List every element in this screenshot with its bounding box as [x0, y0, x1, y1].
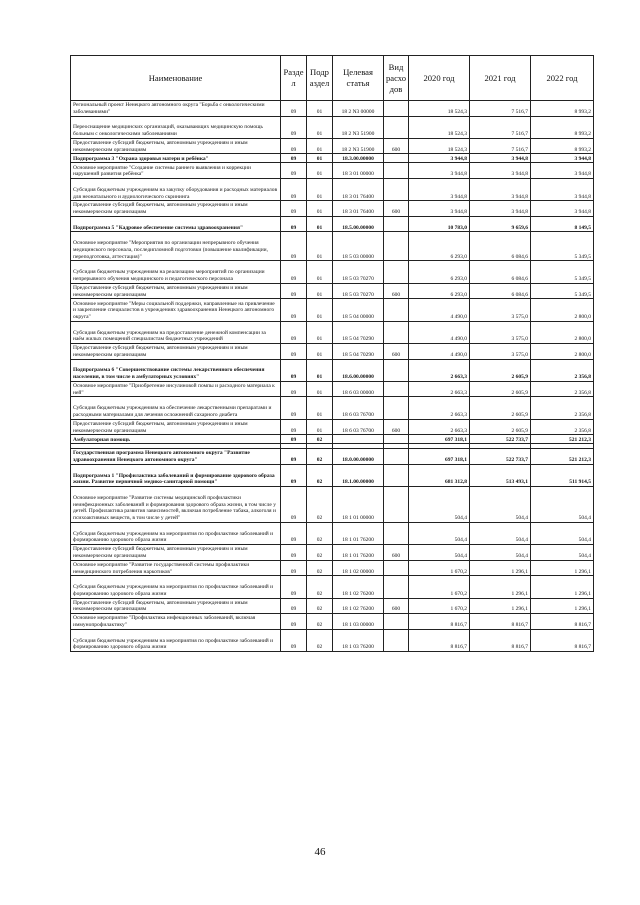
table-row [71, 138, 594, 154]
cell-2022: 511 914,5 [531, 464, 594, 486]
cell-expense-type: 600 [384, 419, 409, 435]
cell-2022: 2 356,8 [531, 359, 594, 381]
cell-2021: 7 516,7 [470, 101, 531, 117]
cell-expense-type: 600 [384, 343, 409, 359]
cell-2020: 2 663,3 [409, 359, 470, 381]
cell-2021: 2 605,9 [470, 359, 531, 381]
header-year-2021: 2021 год [470, 56, 531, 101]
cell-name: Субсидия бюджетным учреждениям на мероприятия по профилактике заболеваний и формированию здорового образа жизни [71, 629, 281, 651]
cell-2021: 3 944,8 [470, 163, 531, 179]
cell-section: 09 [281, 154, 307, 163]
cell-target-article: 18 1 02 76200 [333, 576, 384, 598]
cell-expense-type [384, 629, 409, 651]
cell-section: 09 [281, 343, 307, 359]
cell-2020: 504,4 [409, 545, 470, 561]
cell-2022: 3 944,8 [531, 163, 594, 179]
cell-expense-type [384, 261, 409, 283]
cell-expense-type [384, 464, 409, 486]
cell-section: 09 [281, 397, 307, 419]
cell-2022: 8 993,2 [531, 138, 594, 154]
cell-section: 09 [281, 487, 307, 523]
table-row [71, 101, 594, 117]
cell-section: 09 [281, 598, 307, 614]
cell-2021: 8 816,7 [470, 629, 531, 651]
cell-expense-type [384, 178, 409, 200]
cell-target-article: 18.0.00.00000 [333, 449, 384, 465]
cell-subsection: 01 [307, 138, 333, 154]
cell-name: Основное мероприятие "Создание системы раннего выявления и коррекции нарушений развития ребёнка" [71, 163, 281, 179]
budget-table [70, 55, 594, 652]
cell-target-article: 18 5 04 70290 [333, 321, 384, 343]
cell-2020: 4 490,0 [409, 299, 470, 321]
cell-expense-type [384, 321, 409, 343]
cell-2022: 1 296,1 [531, 560, 594, 576]
cell-section: 09 [281, 299, 307, 321]
header-year-2020: 2020 год [409, 56, 470, 101]
cell-target-article: 18 1 01 76200 [333, 522, 384, 544]
cell-2022: 504,4 [531, 522, 594, 544]
cell-name: Субсидия бюджетным учреждениям на предоставление денежной компенсации за наём жилых помещений специалистам бюджетных учреждений [71, 321, 281, 343]
cell-2020: 6 293,0 [409, 232, 470, 261]
table-row [71, 116, 594, 138]
cell-2021: 6 084,6 [470, 261, 531, 283]
page-number: 46 [314, 846, 326, 858]
cell-subsection: 02 [307, 576, 333, 598]
cell-2022: 2 356,8 [531, 419, 594, 435]
cell-2020: 18 524,3 [409, 138, 470, 154]
cell-name: Предоставление субсидий бюджетным, автономным учреждениям и иным некоммерческим организациям [71, 201, 281, 217]
cell-name: Предоставление субсидий бюджетным, автономным учреждениям и иным некоммерческим организациям [71, 545, 281, 561]
cell-target-article: 18 2 N3 51900 [333, 138, 384, 154]
cell-expense-type [384, 522, 409, 544]
cell-2021: 2 605,9 [470, 419, 531, 435]
cell-2022: 504,4 [531, 487, 594, 523]
cell-name: Основное мероприятие "Развитие системы медицинской профилактики неинфекционных заболеваний и формирования здорового образа жизни, в том числе у детей. Профилактика развития зависимостей, включая потребление табака, алкоголя и психоактивных веществ, в том числе у детей" [71, 487, 281, 523]
table-row [71, 560, 594, 576]
cell-name: Основное мероприятие "Приобретение инсулиновой помпы и расходного материала к ней" [71, 381, 281, 397]
cell-2020: 8 816,7 [409, 614, 470, 630]
cell-2020: 1 670,2 [409, 560, 470, 576]
cell-2021: 3 944,8 [470, 154, 531, 163]
cell-name: Подпрограмма 3 "Охрана здоровья матери и ребёнка" [71, 154, 281, 163]
cell-name: Субсидия бюджетным учреждениям на обеспечение лекарственными препаратами и расходными материалами для лечения осложнений сахарного диабета [71, 397, 281, 419]
table-body [71, 101, 594, 652]
cell-expense-type [384, 435, 409, 444]
cell-target-article: 18 1 01 00000 [333, 487, 384, 523]
cell-target-article: 18 6 03 76700 [333, 397, 384, 419]
cell-2020: 697 318,1 [409, 435, 470, 444]
cell-section: 09 [281, 321, 307, 343]
cell-2021: 2 605,9 [470, 397, 531, 419]
cell-name: Амбулаторная помощь [71, 435, 281, 444]
cell-2022: 5 349,5 [531, 283, 594, 299]
cell-2021: 504,4 [470, 487, 531, 523]
cell-name: Переоснащение медицинских организаций, оказывающих медицинскую помощь больным с онкологическими заболеваниями [71, 116, 281, 138]
cell-subsection: 01 [307, 201, 333, 217]
cell-subsection: 01 [307, 232, 333, 261]
cell-2021: 504,4 [470, 545, 531, 561]
cell-target-article: 18 1 02 76200 [333, 598, 384, 614]
cell-2020: 1 670,2 [409, 576, 470, 598]
cell-2022: 521 212,3 [531, 449, 594, 465]
cell-2022: 8 993,2 [531, 101, 594, 117]
cell-2021: 3 575,0 [470, 321, 531, 343]
cell-expense-type [384, 154, 409, 163]
cell-subsection: 01 [307, 343, 333, 359]
table-row [71, 359, 594, 381]
cell-2021: 7 516,7 [470, 116, 531, 138]
cell-target-article [333, 435, 384, 444]
cell-name: Подпрограмма 6 "Совершенствование системы лекарственного обеспечения населения, в том числе в амбулаторных условиях" [71, 359, 281, 381]
table-row [71, 614, 594, 630]
table-row [71, 381, 594, 397]
cell-section: 09 [281, 261, 307, 283]
cell-name: Субсидия бюджетным учреждениям на мероприятия по профилактике заболеваний и формированию здорового образа жизни [71, 576, 281, 598]
cell-name: Субсидия бюджетным учреждениям на реализацию мероприятий по организации непрерывного обучения медицинского и педагогического персонала [71, 261, 281, 283]
cell-2022: 2 800,0 [531, 299, 594, 321]
cell-subsection: 02 [307, 449, 333, 465]
cell-subsection: 01 [307, 359, 333, 381]
cell-section: 09 [281, 116, 307, 138]
cell-2020: 18 524,3 [409, 116, 470, 138]
table-row [71, 464, 594, 486]
header-section: Разде л [281, 56, 307, 101]
cell-subsection: 01 [307, 419, 333, 435]
cell-section: 09 [281, 545, 307, 561]
cell-2022: 1 296,1 [531, 576, 594, 598]
cell-subsection: 02 [307, 487, 333, 523]
table-row [71, 487, 594, 523]
cell-subsection: 02 [307, 545, 333, 561]
cell-section: 09 [281, 435, 307, 444]
cell-expense-type [384, 487, 409, 523]
table-row [71, 283, 594, 299]
cell-2020: 504,4 [409, 522, 470, 544]
cell-2020: 3 944,8 [409, 201, 470, 217]
cell-2020: 504,4 [409, 487, 470, 523]
table-header-row [71, 56, 594, 101]
cell-target-article: 18.5.00.00000 [333, 216, 384, 232]
header-name: Наименование [71, 56, 281, 101]
cell-2020: 4 490,0 [409, 343, 470, 359]
cell-2022: 3 944,8 [531, 201, 594, 217]
cell-2022: 8 816,7 [531, 614, 594, 630]
table-row [71, 201, 594, 217]
table-row [71, 598, 594, 614]
table-row [71, 321, 594, 343]
cell-target-article: 18.3.00.00000 [333, 154, 384, 163]
cell-subsection: 02 [307, 435, 333, 444]
cell-section: 09 [281, 449, 307, 465]
cell-expense-type [384, 232, 409, 261]
cell-subsection: 02 [307, 522, 333, 544]
cell-section: 09 [281, 614, 307, 630]
cell-2022: 2 356,8 [531, 381, 594, 397]
cell-2021: 1 296,1 [470, 598, 531, 614]
cell-2020: 2 663,3 [409, 381, 470, 397]
cell-2020: 3 944,8 [409, 154, 470, 163]
cell-2021: 2 605,9 [470, 381, 531, 397]
cell-target-article: 18 5 03 00000 [333, 232, 384, 261]
cell-2022: 2 356,8 [531, 397, 594, 419]
cell-expense-type [384, 397, 409, 419]
cell-expense-type: 600 [384, 545, 409, 561]
cell-2022: 5 349,5 [531, 232, 594, 261]
table-row [71, 163, 594, 179]
cell-subsection: 02 [307, 614, 333, 630]
cell-2021: 513 493,1 [470, 464, 531, 486]
cell-expense-type [384, 359, 409, 381]
cell-subsection: 02 [307, 464, 333, 486]
cell-expense-type [384, 116, 409, 138]
cell-name: Субсидия бюджетным учреждениям на мероприятия по профилактике заболеваний и формированию здорового образа жизни [71, 522, 281, 544]
cell-name: Основное мероприятие "Развитие государственной системы профилактики немедицинского потребления наркотиков" [71, 560, 281, 576]
cell-subsection: 01 [307, 178, 333, 200]
cell-2021: 3 575,0 [470, 343, 531, 359]
table-row [71, 576, 594, 598]
cell-2021: 504,4 [470, 522, 531, 544]
table-row [71, 216, 594, 232]
table-row [71, 522, 594, 544]
cell-subsection: 01 [307, 397, 333, 419]
cell-2022: 8 149,5 [531, 216, 594, 232]
cell-2021: 3 944,8 [470, 201, 531, 217]
cell-subsection: 01 [307, 283, 333, 299]
cell-target-article: 18 5 03 70270 [333, 261, 384, 283]
cell-name: Предоставление субсидий бюджетным, автономным учреждениям и иным некоммерческим организациям [71, 138, 281, 154]
cell-2020: 697 318,1 [409, 449, 470, 465]
cell-name: Государственная программа Ненецкого автономного округа "Развитие здравоохранения Ненецкого автономного округа" [71, 449, 281, 465]
cell-subsection: 01 [307, 101, 333, 117]
cell-2020: 3 944,8 [409, 178, 470, 200]
cell-subsection: 01 [307, 261, 333, 283]
cell-2022: 3 944,8 [531, 178, 594, 200]
cell-subsection: 02 [307, 598, 333, 614]
budget-table-sheet [70, 55, 593, 652]
cell-expense-type: 600 [384, 138, 409, 154]
cell-2021: 3 944,8 [470, 178, 531, 200]
cell-section: 09 [281, 464, 307, 486]
cell-target-article: 18.6.00.00000 [333, 359, 384, 381]
cell-section: 09 [281, 178, 307, 200]
cell-subsection: 02 [307, 560, 333, 576]
cell-2022: 3 944,8 [531, 154, 594, 163]
cell-2021: 522 733,7 [470, 449, 531, 465]
table-row [71, 545, 594, 561]
header-subsection: Подр аздел [307, 56, 333, 101]
cell-section: 09 [281, 163, 307, 179]
cell-target-article: 18 1 01 76200 [333, 545, 384, 561]
cell-section: 09 [281, 283, 307, 299]
cell-name: Региональный проект Ненецкого автономного округа "Борьба с онкологическими заболеваниями" [71, 101, 281, 117]
cell-2020: 2 663,3 [409, 397, 470, 419]
table-row [71, 343, 594, 359]
cell-section: 09 [281, 101, 307, 117]
cell-2022: 2 800,0 [531, 343, 594, 359]
cell-subsection: 01 [307, 116, 333, 138]
cell-expense-type [384, 216, 409, 232]
cell-2021: 1 296,1 [470, 560, 531, 576]
cell-section: 09 [281, 522, 307, 544]
cell-2020: 3 944,8 [409, 163, 470, 179]
cell-name: Субсидия бюджетным учреждениям на закупку оборудования и расходных материалов для неонатального и аудиологического скрининга [71, 178, 281, 200]
cell-2020: 18 524,3 [409, 101, 470, 117]
cell-name: Предоставление субсидий бюджетным, автономным учреждениям и иным некоммерческим организациям [71, 343, 281, 359]
cell-2021: 1 296,1 [470, 576, 531, 598]
cell-section: 09 [281, 216, 307, 232]
cell-target-article: 18 5 04 70290 [333, 343, 384, 359]
table-row [71, 261, 594, 283]
cell-target-article: 18 2 N3 51900 [333, 116, 384, 138]
cell-target-article: 18 2 N3 00000 [333, 101, 384, 117]
cell-section: 09 [281, 381, 307, 397]
cell-2020: 10 783,0 [409, 216, 470, 232]
cell-target-article: 18 1 02 00000 [333, 560, 384, 576]
cell-2021: 8 816,7 [470, 614, 531, 630]
table-row [71, 449, 594, 465]
cell-target-article: 18 3 01 00000 [333, 163, 384, 179]
cell-target-article: 18 1 03 00000 [333, 614, 384, 630]
cell-2021: 6 084,6 [470, 283, 531, 299]
cell-2020: 2 663,3 [409, 419, 470, 435]
table-row [71, 629, 594, 651]
cell-name: Предоставление субсидий бюджетным, автономным учреждениям и иным некоммерческим организациям [71, 598, 281, 614]
cell-2021: 522 733,7 [470, 435, 531, 444]
cell-subsection: 02 [307, 629, 333, 651]
cell-2022: 1 296,1 [531, 598, 594, 614]
header-expense-type: Вид расхо дов [384, 56, 409, 101]
table-row [71, 397, 594, 419]
cell-expense-type [384, 449, 409, 465]
cell-target-article: 18 1 03 76200 [333, 629, 384, 651]
cell-section: 09 [281, 560, 307, 576]
cell-2020: 1 670,2 [409, 598, 470, 614]
cell-section: 09 [281, 629, 307, 651]
cell-2022: 8 993,2 [531, 116, 594, 138]
cell-subsection: 01 [307, 299, 333, 321]
cell-expense-type [384, 163, 409, 179]
cell-expense-type [384, 614, 409, 630]
cell-section: 09 [281, 359, 307, 381]
cell-target-article: 18 6 03 00000 [333, 381, 384, 397]
cell-2021: 7 516,7 [470, 138, 531, 154]
table-row [71, 154, 594, 163]
cell-name: Подпрограмма 1 "Профилактика заболеваний и формирование здорового образа жизни. Развитие первичной медико-санитарной помощи" [71, 464, 281, 486]
header-year-2022: 2022 год [531, 56, 594, 101]
cell-name: Основное мероприятие "Меры социальной поддержки, направленные на привлечение и закрепление специалистов в учреждениях здравоохранения Ненецкого автономного округа" [71, 299, 281, 321]
cell-section: 09 [281, 201, 307, 217]
cell-2020: 4 490,0 [409, 321, 470, 343]
header-target-article: Целевая статья [333, 56, 384, 101]
cell-expense-type [384, 381, 409, 397]
cell-name: Подпрограмма 5 "Кадровое обеспечение системы здравоохранения" [71, 216, 281, 232]
cell-name: Основное мероприятие "Профилактика инфекционных заболеваний, включая иммунопрофилактику" [71, 614, 281, 630]
cell-section: 09 [281, 419, 307, 435]
cell-target-article: 18 3 01 76400 [333, 201, 384, 217]
cell-2022: 2 800,0 [531, 321, 594, 343]
cell-2022: 521 212,3 [531, 435, 594, 444]
table-row [71, 232, 594, 261]
cell-subsection: 01 [307, 381, 333, 397]
cell-section: 09 [281, 576, 307, 598]
cell-2020: 6 293,0 [409, 283, 470, 299]
cell-section: 09 [281, 138, 307, 154]
cell-subsection: 01 [307, 321, 333, 343]
cell-target-article: 18.1.00.00000 [333, 464, 384, 486]
cell-2022: 8 816,7 [531, 629, 594, 651]
cell-expense-type: 600 [384, 283, 409, 299]
cell-2020: 6 293,0 [409, 261, 470, 283]
cell-2021: 3 575,0 [470, 299, 531, 321]
cell-expense-type: 600 [384, 598, 409, 614]
cell-2022: 5 349,5 [531, 261, 594, 283]
table-row [71, 435, 594, 444]
cell-subsection: 01 [307, 154, 333, 163]
cell-expense-type [384, 101, 409, 117]
cell-expense-type [384, 576, 409, 598]
cell-2021: 9 659,6 [470, 216, 531, 232]
table-row [71, 178, 594, 200]
cell-expense-type [384, 560, 409, 576]
table-row [71, 299, 594, 321]
table-row [71, 419, 594, 435]
cell-section: 09 [281, 232, 307, 261]
cell-2020: 8 816,7 [409, 629, 470, 651]
cell-name: Предоставление субсидий бюджетным, автономным учреждениям и иным некоммерческим организациям [71, 283, 281, 299]
cell-subsection: 01 [307, 163, 333, 179]
cell-target-article: 18 3 01 76400 [333, 178, 384, 200]
cell-expense-type [384, 299, 409, 321]
cell-target-article: 18 6 03 76700 [333, 419, 384, 435]
cell-subsection: 01 [307, 216, 333, 232]
cell-2020: 681 312,8 [409, 464, 470, 486]
cell-name: Предоставление субсидий бюджетным, автономным учреждениям и иным некоммерческим организациям [71, 419, 281, 435]
cell-2021: 6 084,6 [470, 232, 531, 261]
cell-expense-type: 600 [384, 201, 409, 217]
cell-2022: 504,4 [531, 545, 594, 561]
cell-target-article: 18 5 04 00000 [333, 299, 384, 321]
cell-name: Основное мероприятие "Мероприятия по организации непрерывного обучения медицинского персонала, последипломной подготовки (повышение квалификации, переподготовка, аттестация)" [71, 232, 281, 261]
cell-target-article: 18 5 03 70270 [333, 283, 384, 299]
